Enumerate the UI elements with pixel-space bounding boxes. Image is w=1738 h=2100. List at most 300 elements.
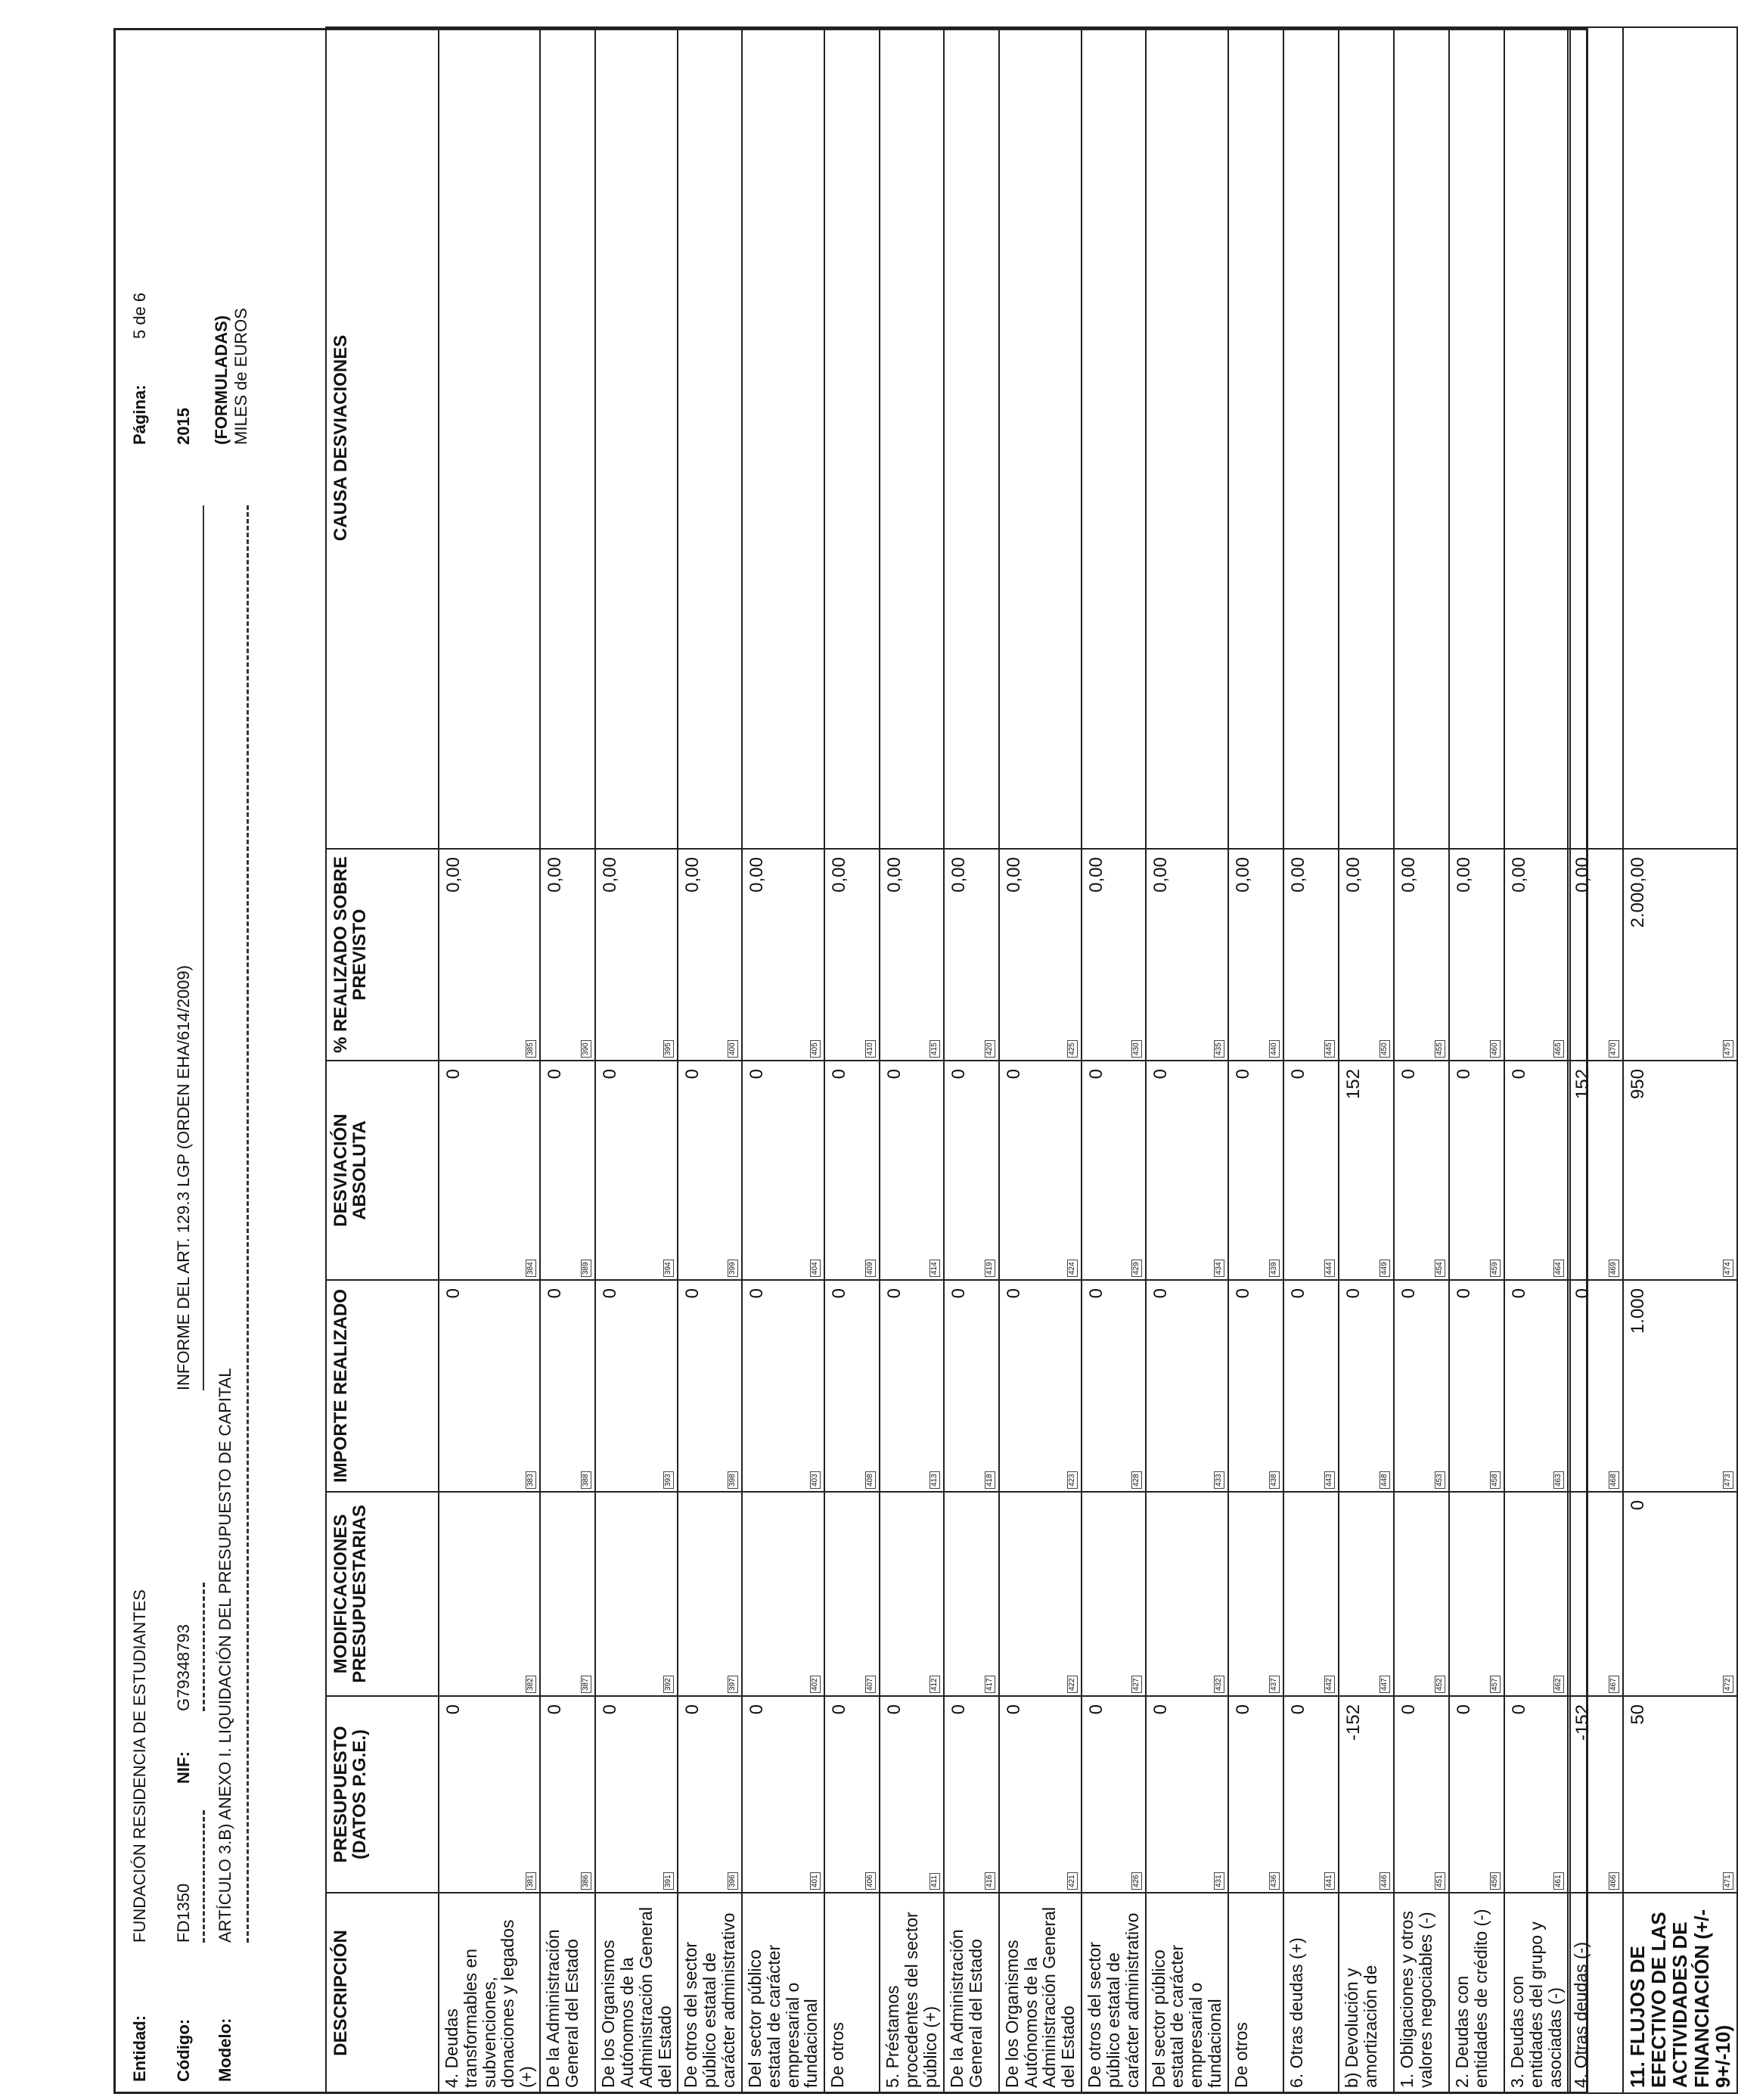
field-code: 455 (1435, 1040, 1445, 1058)
modelo-label: Modelo: (216, 2018, 234, 2082)
table-row (1228, 27, 1283, 2093)
field-code: 456 (1490, 1872, 1501, 1890)
cell-value: 0,00 (1232, 857, 1253, 893)
cell-value: 0 (948, 1069, 969, 1080)
field-code: 426 (1131, 1872, 1142, 1890)
value-cell (999, 1696, 1082, 1893)
cell-value: -152 (1342, 1704, 1364, 1741)
col-header-importe: IMPORTE REALIZADO (326, 1280, 439, 1492)
cell-value: 0,00 (1342, 857, 1364, 893)
value-cell (824, 1492, 880, 1696)
cell-value: 0 (443, 1704, 464, 1715)
cell-value: 152 (1572, 1069, 1594, 1100)
table-row (1394, 27, 1449, 2093)
modelo-underline (247, 505, 249, 1943)
field-code: 463 (1553, 1471, 1564, 1489)
cell-value: 2.000,00 (1628, 857, 1649, 928)
value-cell (540, 1280, 595, 1492)
col-header-causa: CAUSA DESVIACIONES (326, 27, 439, 849)
field-code: 444 (1324, 1260, 1335, 1277)
row-description: 5. Préstamos procedentes del sector público (+) (880, 1893, 943, 2093)
value-cell (1394, 1280, 1449, 1492)
field-code: 412 (930, 1676, 940, 1693)
value-cell (1568, 849, 1623, 1061)
field-code: 451 (1435, 1872, 1445, 1890)
cell-value: 0,00 (746, 857, 767, 893)
rotated-form-page (113, 28, 1734, 2094)
value-cell (1504, 849, 1568, 1061)
value-cell (1623, 1061, 1736, 1280)
row-description: 4. Otras deudas (-) (1568, 1893, 1623, 2093)
cell-value: 0,00 (1086, 857, 1107, 893)
field-code: 458 (1490, 1471, 1501, 1489)
value-cell (1623, 1696, 1736, 1893)
cell-value: 0 (1398, 1288, 1419, 1299)
field-code: 460 (1490, 1040, 1501, 1058)
field-code: 435 (1214, 1040, 1224, 1058)
row-description: 6. Otras deudas (+) (1283, 1893, 1339, 2093)
field-code: 429 (1131, 1260, 1142, 1277)
cell-value: 0 (948, 1704, 969, 1715)
row-description: De los Organismos Autónomos de la Administración General del Estado (999, 1893, 1082, 2093)
cell-value: 0,00 (682, 857, 703, 893)
field-code: 393 (663, 1471, 674, 1489)
col-header-presupuesto: PRESUPUESTO (DATOS P.G.E.) (326, 1696, 439, 1893)
value-cell (1082, 1280, 1145, 1492)
cell-value: 0 (884, 1069, 905, 1080)
field-code: 407 (865, 1676, 876, 1693)
causa-cell (880, 27, 943, 849)
cell-value: 0,00 (948, 857, 969, 893)
value-cell (1283, 1696, 1339, 1893)
field-code: 411 (930, 1873, 940, 1890)
cell-value: 0 (545, 1069, 566, 1080)
field-code: 442 (1324, 1676, 1335, 1693)
field-code: 403 (810, 1471, 821, 1489)
value-cell (742, 849, 824, 1061)
cell-value: 0,00 (1572, 857, 1594, 893)
field-code: 449 (1380, 1260, 1390, 1277)
value-cell (824, 849, 880, 1061)
value-cell (742, 1280, 824, 1492)
value-cell (1283, 1492, 1339, 1696)
cell-value: 1.000 (1628, 1288, 1649, 1334)
cell-value: 0,00 (1508, 857, 1529, 893)
value-cell (540, 1696, 595, 1893)
entidad-value: FUNDACIÓN RESIDENCIA DE ESTUDIANTES (130, 1589, 149, 1943)
nif-value: G79348793 (174, 1624, 193, 1711)
row-description: 11. FLUJOS DE EFECTIVO DE LAS ACTIVIDADES DE FINANCIACIÓN (+/- 9+/-10) (1623, 1893, 1736, 2093)
value-cell (1623, 1280, 1736, 1492)
value-cell (1394, 849, 1449, 1061)
field-code: 410 (865, 1040, 876, 1058)
cell-value: 0 (1628, 1500, 1649, 1511)
value-cell (1283, 1061, 1339, 1280)
cell-value: 0 (1453, 1704, 1474, 1715)
value-cell (944, 1696, 999, 1893)
row-description: De la Administración General del Estado (540, 1893, 595, 2093)
year: 2015 (174, 408, 193, 445)
table-row (1623, 27, 1736, 2093)
value-cell (1228, 849, 1283, 1061)
field-code: 440 (1269, 1040, 1280, 1058)
formuladas-label: (FORMULADAS) (212, 315, 231, 445)
value-cell (999, 1492, 1082, 1696)
table-row (1146, 27, 1228, 2093)
row-description: Del sector público estatal de carácter empresarial o fundacional (742, 1893, 824, 2093)
value-cell (1449, 1492, 1504, 1696)
field-code: 384 (526, 1260, 536, 1277)
field-code: 398 (728, 1471, 738, 1489)
value-cell (1449, 1061, 1504, 1280)
value-cell (595, 1696, 678, 1893)
value-cell (999, 849, 1082, 1061)
causa-cell (1623, 27, 1736, 849)
codigo-value: FD1350 (174, 1883, 193, 1943)
cell-value: -152 (1572, 1704, 1594, 1741)
cell-value: 0 (884, 1288, 905, 1299)
causa-cell (678, 27, 741, 849)
value-cell (439, 1061, 540, 1280)
cell-value: 0 (545, 1288, 566, 1299)
field-code: 420 (985, 1040, 995, 1058)
row-description: De otros (1228, 1893, 1283, 2093)
causa-cell (742, 27, 824, 849)
field-code: 445 (1324, 1040, 1335, 1058)
value-cell (595, 849, 678, 1061)
value-cell (1146, 1696, 1228, 1893)
field-code: 396 (728, 1872, 738, 1890)
value-cell (1228, 1061, 1283, 1280)
field-code: 417 (985, 1676, 995, 1693)
cell-value: 0 (1232, 1288, 1253, 1299)
cell-value: 0,00 (1003, 857, 1024, 893)
field-code: 450 (1380, 1040, 1390, 1058)
value-cell (1339, 1061, 1394, 1280)
col-header-desviacion: DESVIACIÓN ABSOLUTA (326, 1061, 439, 1280)
field-code: 427 (1131, 1676, 1142, 1693)
field-code: 382 (526, 1676, 536, 1693)
table-row (678, 27, 741, 2093)
cell-value: 0 (1086, 1069, 1107, 1080)
field-code: 448 (1380, 1471, 1390, 1489)
nif-label: NIF: (174, 1751, 193, 1784)
right-margin-line (1569, 28, 1571, 2094)
value-cell (1082, 1061, 1145, 1280)
value-cell (1283, 1280, 1339, 1492)
causa-cell (999, 27, 1082, 849)
field-code: 464 (1553, 1260, 1564, 1277)
field-code: 400 (728, 1040, 738, 1058)
pagina-label: Página: (130, 384, 149, 445)
table-row (1082, 27, 1145, 2093)
cell-value: 0 (1398, 1069, 1419, 1080)
value-cell (1146, 849, 1228, 1061)
codigo-label: Código: (174, 2018, 193, 2082)
table-row (1283, 27, 1339, 2093)
causa-cell (595, 27, 678, 849)
value-cell (678, 1280, 741, 1492)
value-cell (880, 849, 943, 1061)
cell-value: 0 (1086, 1288, 1107, 1299)
cell-value: 0 (600, 1704, 621, 1715)
causa-cell (1504, 27, 1568, 849)
value-cell (1394, 1061, 1449, 1280)
value-cell (824, 1696, 880, 1893)
field-code: 431 (1214, 1872, 1224, 1890)
table-row (944, 27, 999, 2093)
field-code: 387 (581, 1676, 591, 1693)
cell-value: 0,00 (443, 857, 464, 893)
causa-cell (1339, 27, 1394, 849)
cell-value: 0 (682, 1704, 703, 1715)
cell-value: 0 (829, 1288, 850, 1299)
field-code: 437 (1269, 1676, 1280, 1693)
table-row (540, 27, 595, 2093)
causa-cell (1394, 27, 1449, 849)
value-cell (999, 1280, 1082, 1492)
row-description: De los Organismos Autónomos de la Administración General del Estado (595, 1893, 678, 2093)
value-cell (1449, 1280, 1504, 1492)
causa-cell (1283, 27, 1339, 849)
value-cell (944, 1061, 999, 1280)
row-description: De otros del sector público estatal de carácter administrativo (1082, 1893, 1145, 2093)
units-label: MILES de EUROS (231, 308, 250, 445)
value-cell (944, 849, 999, 1061)
value-cell (1504, 1696, 1568, 1893)
table-row (824, 27, 880, 2093)
field-code: 424 (1067, 1260, 1078, 1277)
value-cell (439, 1696, 540, 1893)
field-code: 383 (526, 1471, 536, 1489)
pagina-value: 5 de 6 (130, 292, 149, 339)
value-cell (439, 849, 540, 1061)
cell-value: 0 (884, 1704, 905, 1715)
field-code: 434 (1214, 1260, 1224, 1277)
field-code: 423 (1067, 1471, 1078, 1489)
field-code: 414 (930, 1260, 940, 1277)
field-code: 425 (1067, 1040, 1078, 1058)
cell-value: 0,00 (600, 857, 621, 893)
table-row (880, 27, 943, 2093)
value-cell (824, 1061, 880, 1280)
value-cell (1568, 1280, 1623, 1492)
cell-value: 0 (1150, 1069, 1171, 1080)
row-description: De otros del sector público estatal de carácter administrativo (678, 1893, 741, 2093)
nif-underline (203, 1583, 205, 1711)
value-cell (678, 849, 741, 1061)
value-cell (742, 1061, 824, 1280)
field-code: 433 (1214, 1471, 1224, 1489)
field-code: 432 (1214, 1676, 1224, 1693)
field-code: 472 (1723, 1676, 1733, 1693)
cell-value: 0 (1150, 1288, 1171, 1299)
field-code: 391 (663, 1872, 674, 1890)
cell-value: 0 (1086, 1704, 1107, 1715)
cell-value: 0 (1508, 1704, 1529, 1715)
cell-value: 0 (1287, 1069, 1308, 1080)
field-code: 419 (985, 1260, 995, 1277)
cell-value: 0 (1398, 1704, 1419, 1715)
modelo-value: ARTÍCULO 3.B) ANEXO I. LIQUIDACIÓN DEL PRESUPUESTO DE CAPITAL (216, 1368, 234, 1943)
value-cell (439, 1280, 540, 1492)
cell-value: 0 (1572, 1288, 1594, 1299)
cell-value: 0,00 (884, 857, 905, 893)
table-row (999, 27, 1082, 2093)
cell-value: 0 (1508, 1288, 1529, 1299)
value-cell (1449, 1696, 1504, 1893)
cell-value: 0 (1003, 1288, 1024, 1299)
cell-value: 0 (682, 1069, 703, 1080)
value-cell (595, 1492, 678, 1696)
field-code: 413 (930, 1471, 940, 1489)
value-cell (540, 1492, 595, 1696)
value-cell (1504, 1280, 1568, 1492)
field-code: 389 (581, 1260, 591, 1277)
field-code: 466 (1609, 1872, 1619, 1890)
value-cell (1339, 1696, 1394, 1893)
field-code: 470 (1609, 1040, 1619, 1058)
value-cell (1339, 1280, 1394, 1492)
table-row (595, 27, 678, 2093)
value-cell (1228, 1492, 1283, 1696)
cell-value: 0 (1342, 1288, 1364, 1299)
field-code: 454 (1435, 1260, 1445, 1277)
value-cell (1623, 1492, 1736, 1696)
causa-cell (1568, 27, 1623, 849)
cell-value: 0 (1003, 1704, 1024, 1715)
cell-value: 0 (1003, 1069, 1024, 1080)
field-code: 447 (1380, 1676, 1390, 1693)
value-cell (1082, 1492, 1145, 1696)
field-code: 446 (1380, 1872, 1390, 1890)
field-code: 390 (581, 1040, 591, 1058)
value-cell (540, 849, 595, 1061)
cell-value: 0 (1453, 1069, 1474, 1080)
value-cell (742, 1696, 824, 1893)
causa-cell (1082, 27, 1145, 849)
value-cell (595, 1061, 678, 1280)
table-row (439, 27, 540, 2093)
cell-value: 0,00 (1287, 857, 1308, 893)
cell-value: 0 (1232, 1069, 1253, 1080)
cell-value: 50 (1628, 1704, 1649, 1725)
field-code: 441 (1324, 1872, 1335, 1890)
table-row (1339, 27, 1394, 2093)
value-cell (1504, 1492, 1568, 1696)
table-row (742, 27, 824, 2093)
col-header-descripcion: DESCRIPCIÓN (326, 1893, 439, 2093)
cell-value: 0 (600, 1288, 621, 1299)
field-code: 469 (1609, 1260, 1619, 1277)
cell-value: 0 (545, 1704, 566, 1715)
causa-cell (1449, 27, 1504, 849)
field-code: 475 (1723, 1040, 1733, 1058)
causa-cell (540, 27, 595, 849)
field-code: 409 (865, 1260, 876, 1277)
value-cell (1146, 1492, 1228, 1696)
value-cell (1504, 1061, 1568, 1280)
value-cell (1623, 849, 1736, 1061)
value-cell (1228, 1696, 1283, 1893)
value-cell (1339, 1492, 1394, 1696)
field-code: 438 (1269, 1471, 1280, 1489)
cell-value: 0 (746, 1704, 767, 1715)
cell-value: 0 (1150, 1704, 1171, 1715)
field-code: 465 (1553, 1040, 1564, 1058)
cell-value: 0,00 (1398, 857, 1419, 893)
field-code: 416 (985, 1872, 995, 1890)
cell-value: 0 (829, 1069, 850, 1080)
field-code: 385 (526, 1040, 536, 1058)
field-code: 421 (1067, 1872, 1078, 1890)
value-cell (1394, 1696, 1449, 1893)
causa-cell (439, 27, 540, 849)
field-code: 422 (1067, 1676, 1078, 1693)
value-cell (1394, 1492, 1449, 1696)
field-code: 452 (1435, 1676, 1445, 1693)
value-cell (1568, 1696, 1623, 1893)
row-description: 1. Obligaciones y otros valores negociables (-) (1394, 1893, 1449, 2093)
cell-value: 0,00 (1453, 857, 1474, 893)
cell-value: 0,00 (829, 857, 850, 893)
field-code: 394 (663, 1260, 674, 1277)
causa-cell (824, 27, 880, 849)
field-code: 386 (581, 1872, 591, 1890)
table-row (1504, 27, 1568, 2093)
value-cell (540, 1061, 595, 1280)
field-code: 395 (663, 1040, 674, 1058)
value-cell (1568, 1061, 1623, 1280)
field-code: 402 (810, 1676, 821, 1693)
value-cell (678, 1492, 741, 1696)
field-code: 459 (1490, 1260, 1501, 1277)
value-cell (880, 1696, 943, 1893)
value-cell (1339, 849, 1394, 1061)
field-code: 388 (581, 1471, 591, 1489)
field-code: 408 (865, 1471, 876, 1489)
row-description: 3. Deudas con entidades del grupo y asociadas (-) (1504, 1893, 1568, 2093)
value-cell (595, 1280, 678, 1492)
causa-cell (944, 27, 999, 849)
value-cell (880, 1492, 943, 1696)
col-header-modificaciones: MODIFICACIONES PRESUPUESTARIAS (326, 1492, 439, 1696)
field-code: 471 (1723, 1872, 1733, 1890)
cell-value: 0 (1232, 1704, 1253, 1715)
value-cell (1082, 849, 1145, 1061)
field-code: 428 (1131, 1471, 1142, 1489)
field-code: 453 (1435, 1471, 1445, 1489)
value-cell (824, 1280, 880, 1492)
field-code: 461 (1553, 1872, 1564, 1890)
cell-value: 0,00 (1150, 857, 1171, 893)
field-code: 467 (1609, 1676, 1619, 1693)
cell-value: 0 (1453, 1288, 1474, 1299)
field-code: 436 (1269, 1872, 1280, 1890)
col-header-porcentaje: % REALIZADO SOBRE PREVISTO (326, 849, 439, 1061)
field-code: 462 (1553, 1676, 1564, 1693)
value-cell (880, 1061, 943, 1280)
field-code: 404 (810, 1260, 821, 1277)
field-code: 401 (810, 1872, 821, 1890)
field-code: 439 (1269, 1260, 1280, 1277)
field-code: 418 (985, 1471, 995, 1489)
table-body (439, 27, 1737, 2093)
value-cell (880, 1280, 943, 1492)
cell-value: 152 (1342, 1069, 1364, 1100)
value-cell (1228, 1280, 1283, 1492)
row-description: 4. Deudas transformables en subvenciones, donaciones y legados (+) (439, 1893, 540, 2093)
